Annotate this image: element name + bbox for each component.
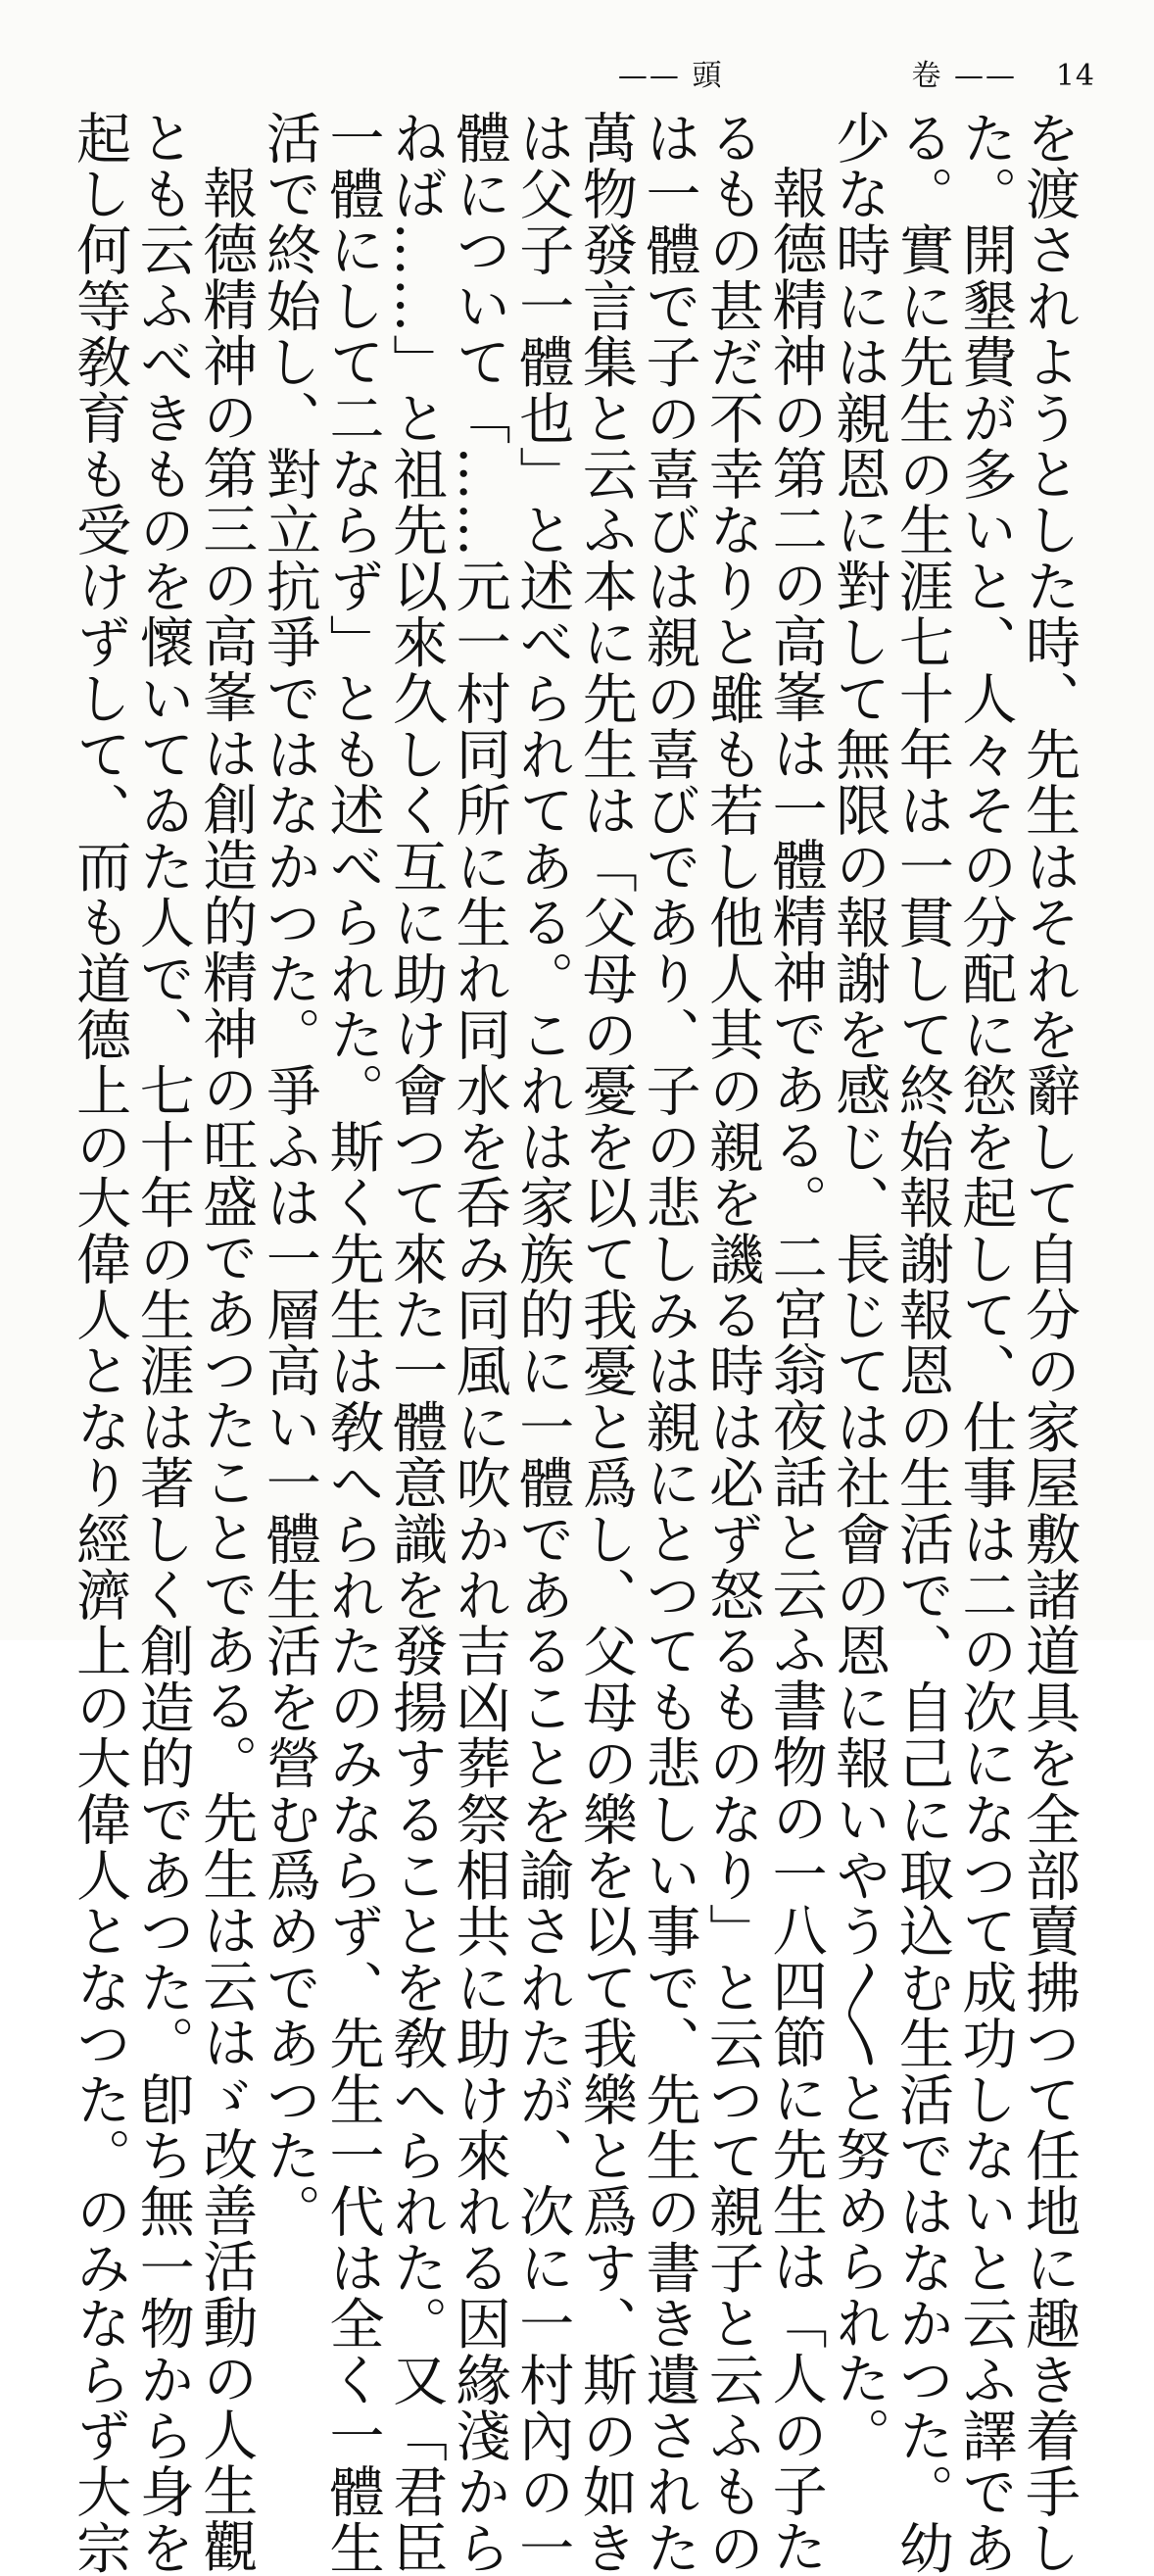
text-line: 少な時には親恩に對して無限の報謝を感じ、長じては社會の恩に報いやう〳〵と努められた。 bbox=[827, 110, 891, 2463]
text-line: 萬物發言集と云ふ本に先生は「父母の憂を以て我憂と爲し、父母の樂を以て我樂と爲す、斯の如き bbox=[573, 110, 638, 2576]
body-text bbox=[68, 110, 1081, 2576]
text-line: 起し何等敎育も受けずして、而も道德上の大偉人となり經濟上の大偉人となつた。のみならず大宗 bbox=[68, 110, 132, 2576]
text-line: るもの甚だ不幸なりと雖も若し他人其の親を譏る時は必ず怒るものなり」と云つて親子と云ふもの bbox=[700, 110, 765, 2576]
text-line: を渡されようとした時、先生はそれを辭して自分の家屋敷諸道具を全部賣拂つて任地に趣き着手し bbox=[1017, 110, 1081, 2576]
text-line: 體について「……元一村同所に生れ同水を呑み同風に吹かれ吉凶葬祭相共に助け來れる因緣淺から bbox=[447, 110, 511, 2576]
page-number: 14 bbox=[1055, 59, 1095, 93]
text-line: た。開墾費が多いと、人々その分配に慾を起して、仕事は二の次になつて成功しないと云ふ譯であ bbox=[953, 110, 1018, 2576]
text-line: 報德精神の第二の高峯は一體精神である。二宮翁夜話と云ふ書物の一八四節に先生は「人の子た bbox=[763, 165, 828, 2575]
text-line: 報德精神の第三の高峯は創造的精神の旺盛であつたことである。先生は云はゞ改善活動の人生觀 bbox=[194, 165, 259, 2575]
text-line: とも云ふべきものを懷いてゐた人で、七十年の生涯は著しく創造的であつた。卽ち無一物から身を bbox=[130, 110, 195, 2576]
text-line: は一體で子の喜びは親の喜びであり、子の悲しみは親にとつても悲しい事で、先生の書き遺された bbox=[637, 110, 701, 2576]
text-line: る。實に先生の生涯七十年は一貫して終始報謝報恩の生活で、自己に取込む生活ではなかつた。幼 bbox=[890, 110, 954, 2576]
text-line: 活で終始し、對立抗爭ではなかつた。爭ふは一層高い一體生活を營む爲めであつた。 bbox=[257, 110, 321, 2240]
running-head: —— 頭 卷 —— bbox=[617, 59, 1017, 93]
text-line: は父子一體也」と述べられてある。これは家族的に一體であることを諭されたが、次に一村內の一 bbox=[510, 110, 575, 2576]
text-line: 一體にして二ならず」とも述べられた。斯く先生は敎へられたのみならず、先生一代は全く一體生 bbox=[320, 110, 385, 2576]
text-line: ねば……」と祖先以來久しく互に助け會つて來た一體意識を發揚することを敎へられた。又「君臣 bbox=[384, 110, 449, 2576]
page-header bbox=[617, 57, 1095, 96]
